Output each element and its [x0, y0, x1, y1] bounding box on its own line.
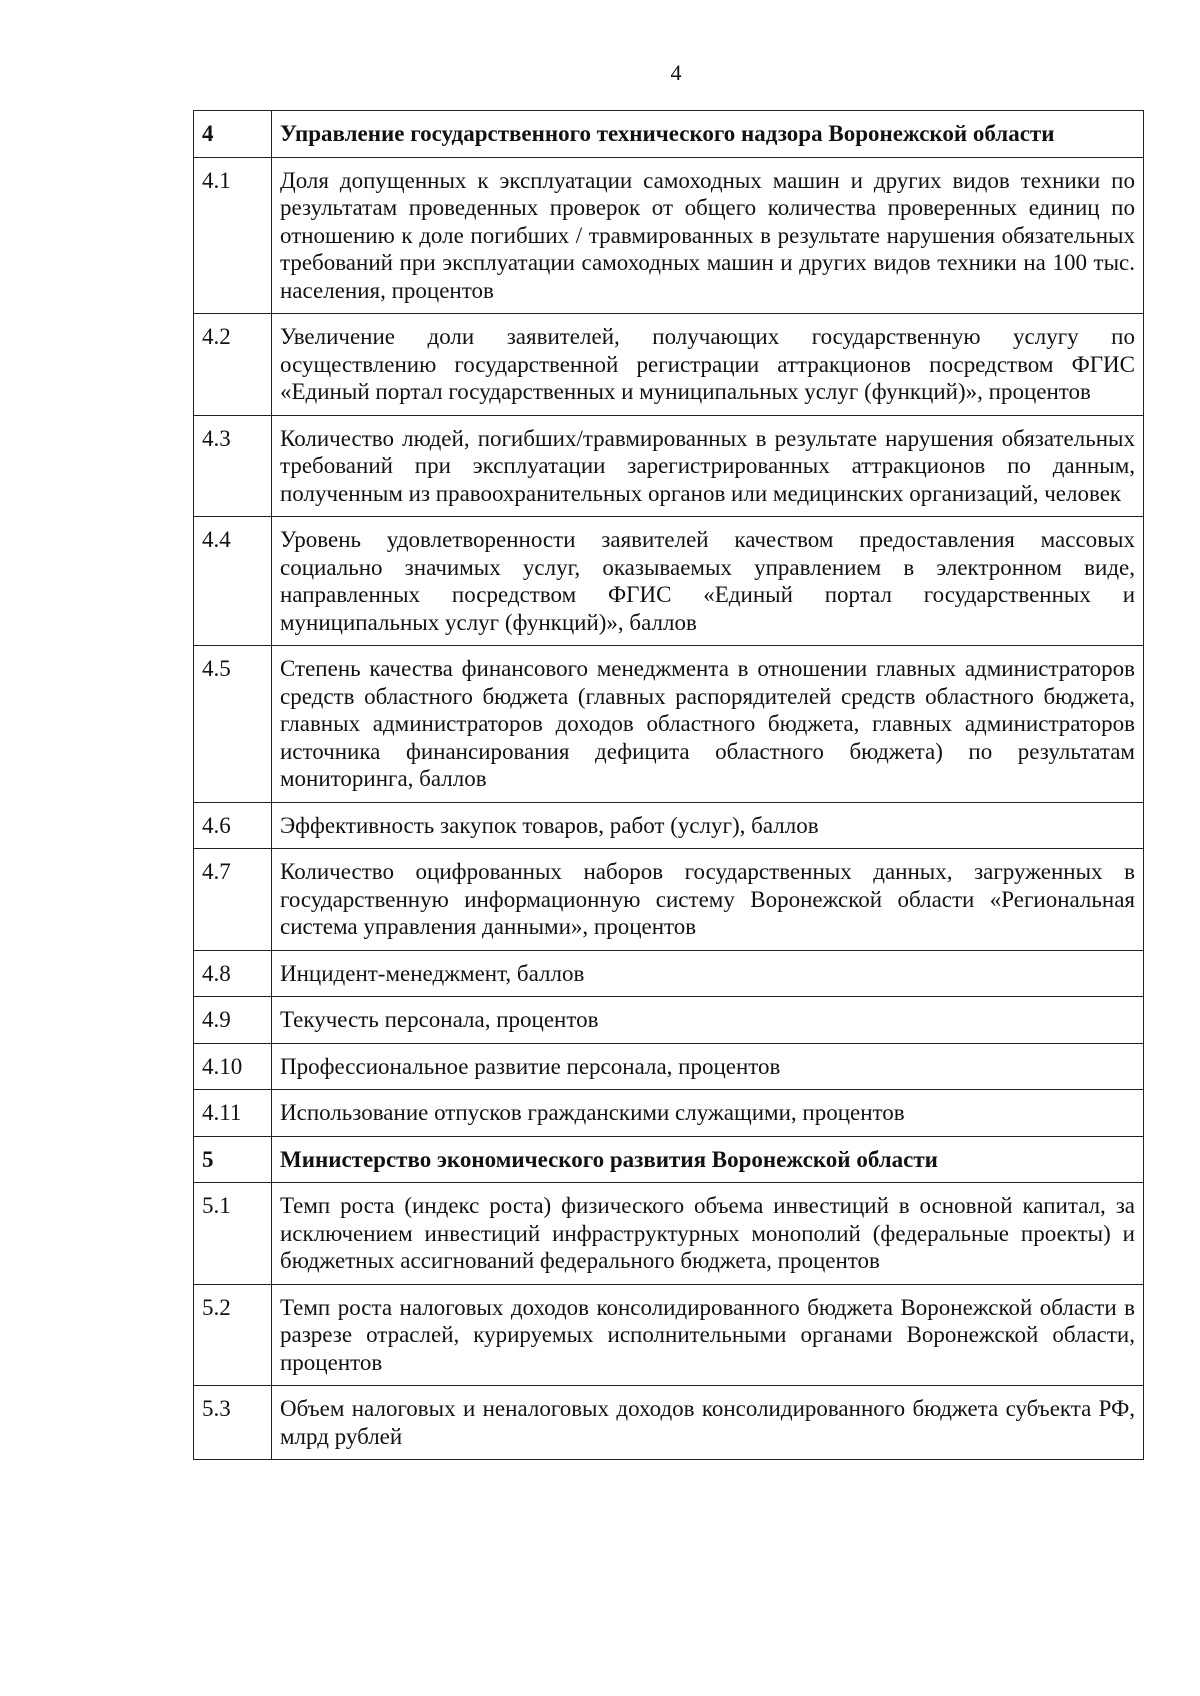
table-row: [194, 802, 1144, 849]
row-text: Количество оцифрованных наборов государственных данных, загруженных в государственную информационную систему Воронежской области «Региональная система управления данными», процентов: [272, 849, 1144, 951]
table-row: [194, 849, 1144, 951]
row-text: Профессиональное развитие персонала, процентов: [272, 1043, 1144, 1090]
table-row: [194, 157, 1144, 314]
table-row: [194, 1090, 1144, 1137]
row-text: Количество людей, погибших/травмированных в результате нарушения обязательных требований при эксплуатации зарегистрированных аттракционов по данным, полученным из правоохранительных органов или медицинских организаций, человек: [272, 415, 1144, 517]
row-text: Увеличение доли заявителей, получающих государственную услугу по осуществлению государственной регистрации аттракционов посредством ФГИС «Единый портал государственных и муниципальных услуг (функций)», процентов: [272, 314, 1144, 416]
row-number: 4.2: [194, 314, 272, 416]
row-text: Инцидент-менеджмент, баллов: [272, 950, 1144, 997]
table-row: [194, 997, 1144, 1044]
row-number: 4.10: [194, 1043, 272, 1090]
table-row: [194, 111, 1144, 158]
row-text: Степень качества финансового менеджмента в отношении главных администраторов средств областного бюджета (главных распорядителей средств областного бюджета, главных администраторов доходов областного бюджета, главных администраторов источника финансирования дефицита областного бюджета) по результатам мониторинга, баллов: [272, 646, 1144, 803]
indicators-table: [193, 110, 1144, 1460]
table-row: [194, 1284, 1144, 1386]
table-row: [194, 415, 1144, 517]
row-text: Использование отпусков гражданскими служащими, процентов: [272, 1090, 1144, 1137]
row-number: 4.5: [194, 646, 272, 803]
row-text: Объем налоговых и неналоговых доходов консолидированного бюджета субъекта РФ, млрд рублей: [272, 1386, 1144, 1460]
row-text: Темп роста налоговых доходов консолидированного бюджета Воронежской области в разрезе отраслей, курируемых исполнительными органами Воронежской области, процентов: [272, 1284, 1144, 1386]
row-number: 4.1: [194, 157, 272, 314]
row-number: 4.6: [194, 802, 272, 849]
row-number: 4.9: [194, 997, 272, 1044]
row-number: 4: [194, 111, 272, 158]
table-row: [194, 314, 1144, 416]
row-text: Управление государственного технического надзора Воронежской области: [272, 111, 1144, 158]
row-number: 4.4: [194, 517, 272, 646]
row-text: Текучесть персонала, процентов: [272, 997, 1144, 1044]
row-number: 5.2: [194, 1284, 272, 1386]
page-number: 4: [670, 60, 682, 85]
table-row: [194, 1386, 1144, 1460]
row-number: 4.8: [194, 950, 272, 997]
row-number: 5: [194, 1136, 272, 1183]
table-row: [194, 1183, 1144, 1285]
table-row: [194, 517, 1144, 646]
row-number: 4.3: [194, 415, 272, 517]
row-text: Эффективность закупок товаров, работ (услуг), баллов: [272, 802, 1144, 849]
row-number: 5.1: [194, 1183, 272, 1285]
table-row: [194, 950, 1144, 997]
row-number: 5.3: [194, 1386, 272, 1460]
table-row: [194, 646, 1144, 803]
row-text: Уровень удовлетворенности заявителей качеством предоставления массовых социально значимых услуг, оказываемых управлением в электронном виде, направленных посредством ФГИС «Единый портал государственных и муниципальных услуг (функций)», баллов: [272, 517, 1144, 646]
row-number: 4.7: [194, 849, 272, 951]
table-row: [194, 1136, 1144, 1183]
row-number: 4.11: [194, 1090, 272, 1137]
row-text: Темп роста (индекс роста) физического объема инвестиций в основной капитал, за исключением инвестиций инфраструктурных монополий (федеральные проекты) и бюджетных ассигнований федерального бюджета, процентов: [272, 1183, 1144, 1285]
table-row: [194, 1043, 1144, 1090]
row-text: Министерство экономического развития Воронежской области: [272, 1136, 1144, 1183]
row-text: Доля допущенных к эксплуатации самоходных машин и других видов техники по результатам проведенных проверок от общего количества проверенных единиц по отношению к доле погибших / травмированных в результате нарушения обязательных требований при эксплуатации самоходных машин и других видов техники на 100 тыс. населения, процентов: [272, 157, 1144, 314]
